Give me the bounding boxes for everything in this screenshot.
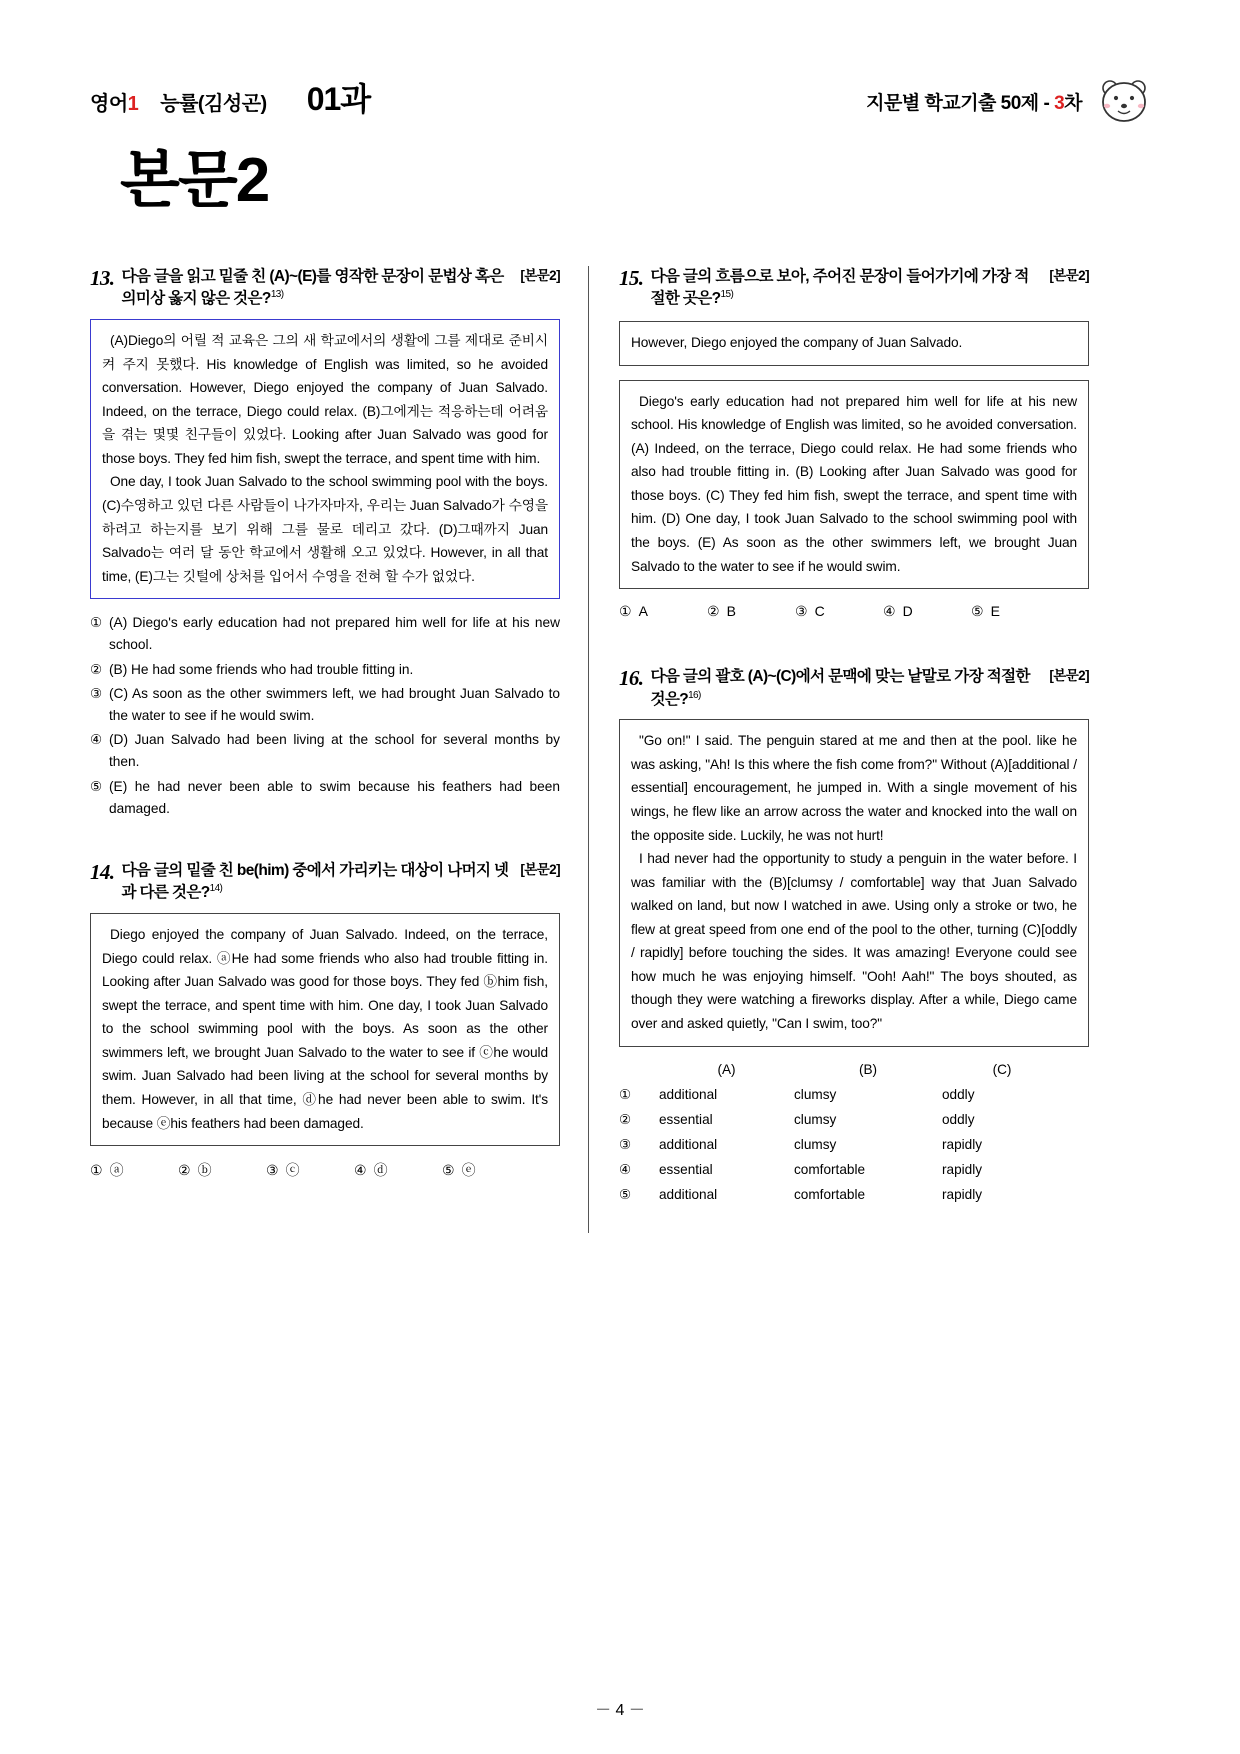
content-columns: [90, 266, 1150, 1233]
question-13-choice-1[interactable]: [90, 612, 560, 656]
question-16-choice-1[interactable]: [619, 1082, 1089, 1107]
choice-text: (B) He had some friends who had trouble fitting in.: [109, 661, 414, 677]
choice-text: C: [814, 603, 825, 620]
choice-marker: ②: [707, 603, 720, 620]
choice-text: ⓒ: [285, 1162, 300, 1179]
choice-marker: ⑤: [442, 1162, 455, 1179]
choice-marker: ④: [619, 1162, 632, 1178]
right-column: [589, 266, 1089, 1233]
question-16: [619, 666, 1089, 1207]
question-14-choice-4[interactable]: [354, 1160, 442, 1180]
header-spacer: [619, 1057, 659, 1082]
question-14-stem: [121, 860, 560, 905]
choice-value-c: rapidly: [942, 1187, 983, 1203]
choice-text: ⓓ: [373, 1162, 388, 1179]
question-16-number: 16.: [619, 666, 644, 691]
choice-value-b: clumsy: [794, 1086, 837, 1102]
question-13-choice-5[interactable]: [90, 776, 560, 820]
question-14-choice-5[interactable]: [442, 1160, 530, 1180]
subject-label: [90, 87, 138, 116]
choice-text: A: [638, 603, 648, 620]
question-13-choice-2[interactable]: [90, 659, 560, 681]
question-15-choice-2[interactable]: [707, 603, 795, 620]
choice-marker: ②: [178, 1162, 191, 1179]
choice-marker: ①: [90, 615, 103, 631]
choice-marker: ③: [90, 685, 103, 701]
question-15-given-sentence: However, Diego enjoyed the company of Juan Salvado.: [631, 335, 963, 351]
question-15-sup: 15): [720, 289, 734, 301]
choice-value-a: additional: [659, 1187, 718, 1203]
column-header-b: (B): [858, 1061, 878, 1077]
choice-text: B: [726, 603, 736, 620]
question-13-number: 13.: [90, 266, 115, 290]
choice-marker: ③: [795, 603, 808, 620]
choice-marker: ③: [619, 1136, 632, 1152]
question-16-choices-table: [619, 1057, 1089, 1208]
question-15-choice-5[interactable]: [971, 603, 1059, 620]
test-label-suffix: 차: [1064, 92, 1082, 114]
question-16-choice-3[interactable]: [619, 1132, 1089, 1157]
question-13-stem-text: 다음 글을 읽고 밑줄 친 (A)~(E)를 영작한 문장이 문법상 혹은 의미상 옳지 않은 것은?: [121, 268, 504, 308]
choice-marker: ⑤: [90, 778, 103, 794]
publisher-label: 능률(김성곤): [160, 93, 267, 115]
choice-marker: ④: [354, 1162, 367, 1179]
question-15-choice-3[interactable]: [795, 603, 883, 620]
header-right: [866, 60, 1150, 126]
question-13: [90, 266, 560, 820]
choice-value-a: additional: [659, 1136, 718, 1152]
choice-text: ⓐ: [109, 1162, 124, 1179]
choice-text: ⓑ: [197, 1162, 212, 1179]
choice-marker: ①: [619, 1086, 632, 1102]
page-header: [90, 60, 1150, 130]
question-13-stem: [121, 266, 560, 311]
question-15-head: [619, 266, 1089, 311]
question-16-choice-4[interactable]: [619, 1157, 1089, 1182]
question-15-choice-4[interactable]: [883, 603, 971, 620]
choice-value-a: essential: [659, 1111, 713, 1127]
choice-value-c: oddly: [942, 1111, 975, 1127]
question-15-passage: [619, 380, 1089, 590]
choice-marker: ①: [619, 603, 632, 620]
column-header-c: (C): [992, 1061, 1012, 1077]
question-14-choice-3[interactable]: [266, 1160, 354, 1180]
question-16-passage-p1: "Go on!" I said. The penguin stared at me and then at the pool. like he was asking, "Ah! Is this where the fish come from?" Without (A)[additional / essential] encouragement, he jumped in. With a single movement of his wings, he flew like an arrow across the water and knocked into the wall on the opposite side. Luckily, he was not hurt!: [631, 733, 1077, 843]
question-13-passage-p2: One day, I took Juan Salvado to the school swimming pool with the boys. (C)수영하고 있던 다른 사람들이 나가자마자, 우리는 Juan Salvado가 수영을 하려고 하는지를 보기 위해 그를 물로 데리고 갔다. (D)그때까지 Juan Salvado는 여러 달 동안 학교에서 생활해 오고 있었다. However, in all that time, (E)그는 깃털에 상처를 입어서 수영을 전혀 할 수가 없었다.: [102, 474, 548, 584]
subject-number: 1: [127, 93, 139, 115]
question-14-number: 14.: [90, 859, 115, 884]
question-14-choices: [90, 1160, 560, 1180]
question-16-passage-p2: I had never had the opportunity to study a penguin in the water before. I was familiar with the (B)[clumsy / comfortable] way that Juan Salvado walked on land, but now I watched in awe. Using only a stroke or two, he flew at great speed from one end of the pool to the other, turning (C)[oddly / rapidly] before touching the sides. It was amazing! Everyone could see how much he was enjoying himself. "Ooh! Aah!" The boys shouted, as though they were watching a fireworks display. After a while, Diego came over and asked quietly, "Can I swim, too?": [631, 851, 1077, 1031]
choice-text: E: [990, 603, 1000, 620]
choice-value-b: clumsy: [794, 1111, 837, 1127]
header-left: [90, 60, 370, 120]
question-14-sup: 14): [209, 883, 223, 895]
choice-value-c: rapidly: [942, 1162, 983, 1178]
page-title: 본문2: [120, 146, 269, 215]
choice-text: ⓔ: [461, 1162, 476, 1179]
choice-marker: ②: [619, 1111, 632, 1127]
subject-name: 영어: [90, 93, 128, 115]
choice-value-b: comfortable: [794, 1162, 866, 1178]
question-13-passage: [90, 319, 560, 599]
choice-marker: ④: [90, 732, 103, 748]
question-16-sup: 16): [688, 689, 701, 701]
lesson-label: 01과: [306, 81, 371, 117]
question-13-head: [90, 266, 560, 311]
left-column: [90, 266, 588, 1233]
bear-icon: [1098, 76, 1150, 126]
choice-value-c: rapidly: [942, 1136, 983, 1152]
choice-text: (C) As soon as the other swimmers left, we had brought Juan Salvado to the water to see if he would swim.: [109, 685, 560, 724]
question-13-choices: [90, 612, 560, 820]
question-14-choice-2[interactable]: [178, 1160, 266, 1180]
choice-value-b: comfortable: [794, 1187, 866, 1203]
question-14-passage-p1: Diego enjoyed the company of Juan Salvado. Indeed, on the terrace, Diego could relax. ⓐHe had some friends who also had trouble fitting in. Looking after Juan Salvado was good for those boys. They fed ⓑhim fish, swept the terrace, and spent time with him. One day, I took Juan Salvado to the school swimming pool with the boys. As soon as the other swimmers left, we brought Juan Salvado to the water to see if ⓒhe would swim. Juan Salvado had been living at the school for several months by them. However, in all that time, ⓓhe had never been able to swim. It's because ⓔhis feathers had been damaged.: [102, 927, 548, 1131]
choice-marker: ⑤: [971, 603, 984, 620]
question-14-passage: [90, 913, 560, 1146]
choice-value-a: additional: [659, 1086, 718, 1102]
choice-marker: ②: [90, 661, 103, 677]
choice-marker: ⑤: [619, 1187, 632, 1203]
test-round-number: 3: [1054, 92, 1065, 114]
test-label: [866, 88, 1082, 115]
question-14-stem-text: 다음 글의 밑줄 친 be(him) 중에서 가리키는 대상이 나머지 넷과 다른 것은?: [121, 861, 509, 902]
question-16-table-header: [619, 1057, 1089, 1082]
question-14-tag: [본문2]: [520, 861, 560, 877]
question-16-passage: [619, 719, 1089, 1046]
choice-marker: ④: [883, 603, 896, 620]
question-16-head: [619, 666, 1089, 711]
question-15-given-sentence-box: [619, 321, 1089, 366]
question-14-head: [90, 860, 560, 905]
question-13-passage-p1: (A)Diego의 어릴 적 교육은 그의 새 학교에서의 생활에 그를 제대로 준비시켜 주지 못했다. His knowledge of English was limited, so he avoided conversation. However, Diego enjoyed the company of Juan Salvado. Indeed, on the terrace, Diego could relax. (B)그에게는 적응하는데 어려움을 겪는 몇몇 친구들이 있었다. Looking after Juan Salvado was good for those boys. They fed him fish, swept the terrace, and spent time with him.: [102, 333, 548, 466]
test-label-prefix: 지문별 학교기출 50제 -: [866, 92, 1055, 114]
question-15: [619, 266, 1089, 620]
question-15-stem-text: 다음 글의 흐름으로 보아, 주어진 문장이 들어가기에 가장 적절한 곳은?: [650, 268, 1029, 308]
page-number: － 4 －: [595, 1702, 645, 1719]
choice-value-c: oddly: [942, 1086, 975, 1102]
question-15-choices: [619, 603, 1089, 620]
question-16-tag: [본문2]: [1049, 668, 1089, 684]
choice-value-b: clumsy: [794, 1136, 837, 1152]
question-15-stem: [650, 266, 1089, 311]
question-13-choice-4[interactable]: [90, 729, 560, 773]
question-15-passage-p1: Diego's early education had not prepared him well for life at his new school. His knowledge of English was limited, so he avoided conversation. (A) Indeed, on the terrace, Diego could relax. He had some friends who also had trouble fitting in. (B) Looking after Juan Salvado was good for those boys. (C) They fed him fish, swept the terrace, and spent time with him. (D) One day, I took Juan Salvado to the school swimming pool with the boys. (E) As soon as the other swimmers left, we brought Juan Salvado to the water to see if he would swim.: [631, 393, 1077, 574]
choice-marker: ①: [90, 1162, 103, 1179]
choice-marker: ③: [266, 1162, 279, 1179]
question-15-number: 15.: [619, 266, 644, 290]
question-16-stem: [650, 666, 1089, 711]
question-14: [90, 860, 560, 1180]
choice-text: (A) Diego's early education had not prepared him well for life at his new school.: [109, 615, 560, 653]
question-15-choice-1[interactable]: [619, 603, 707, 620]
choice-value-a: essential: [659, 1162, 713, 1178]
choice-text: (E) he had never been able to swim because his feathers had been damaged.: [109, 778, 560, 816]
choice-text: (D) Juan Salvado had been living at the school for several months by then.: [109, 732, 560, 770]
question-13-choice-3[interactable]: [90, 683, 560, 727]
question-16-stem-text: 다음 글의 괄호 (A)~(C)에서 문맥에 맞는 낱말로 가장 적절한 것은?: [650, 668, 1030, 708]
question-13-sup: 13): [270, 289, 284, 301]
choice-text: D: [902, 603, 913, 620]
question-15-tag: [본문2]: [1049, 268, 1089, 283]
question-13-tag: [본문2]: [520, 268, 560, 283]
question-16-choice-2[interactable]: [619, 1107, 1089, 1132]
question-16-choice-5[interactable]: [619, 1182, 1089, 1207]
question-14-choice-1[interactable]: [90, 1160, 178, 1180]
column-header-a: (A): [717, 1061, 736, 1077]
